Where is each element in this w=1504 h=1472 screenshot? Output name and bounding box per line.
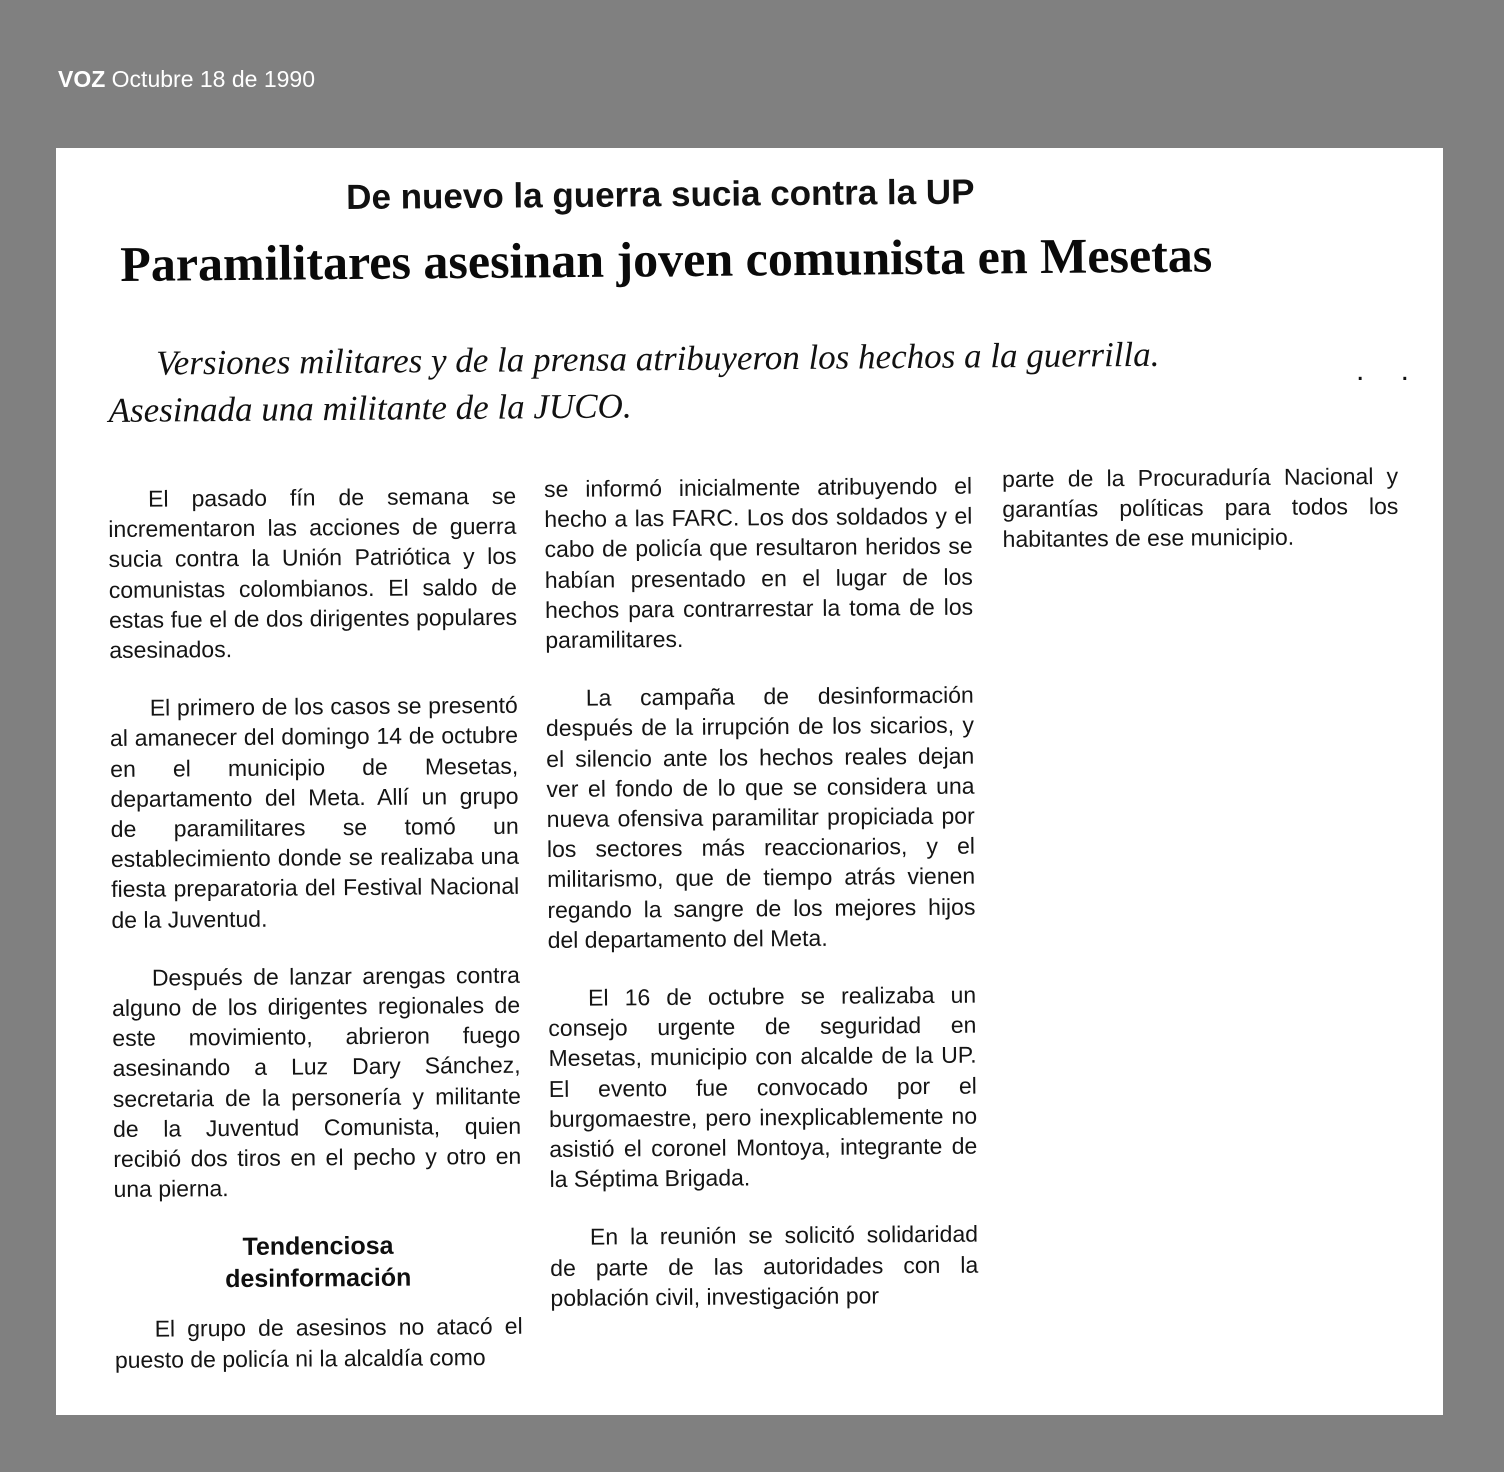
paragraph: se informó inicialmente atribuyendo el hecho a las FARC. Los dos soldados y el cabo de policía que resultaron heridos se habían presentado en el lugar de los hechos para contrarrestar la toma de los paramilitares. [544, 472, 974, 654]
paragraph: Después de lanzar arengas contra alguno de los dirigentes regionales de este movimiento, abrieron fuego asesinando a Luz Dary Sánchez, secretaria de la personería y militante de la Juventud Comunista, quien recibió dos tiros en el pecho y otro en una pierna. [112, 961, 522, 1203]
source-line [58, 64, 315, 94]
paragraph: parte de la Procuraduría Nacional y garantías políticas para todos los habitantes de ese municipio. [1002, 462, 1399, 553]
paragraph: El pasado fín de semana se incrementaron las acciones de guerra sucia contra la Unión Patriótica y los comunistas colombianos. El saldo de estas fue el de dos dirigentes populares asesinados. [108, 482, 518, 664]
paragraph: El primero de los casos se presentó al amanecer del domingo 14 de octubre en el municipio de Mesetas, departamento del Meta. Allí un grupo de paramilitares se tomó un establecimiento donde se realizaba una fiesta preparatoria del Festival Nacional de la Juventud. [109, 692, 520, 933]
subheading-line-1: Tendenciosa [242, 1232, 394, 1262]
newspaper-clipping [56, 148, 1443, 1415]
subheading-line-2: desinformación [225, 1264, 412, 1294]
column-3 [1002, 461, 1399, 583]
deck [108, 329, 1399, 434]
paragraph: En la reunión se solicitó solidaridad de parte de las autoridades con la población civil, investigación por [550, 1221, 979, 1311]
paragraph: La campaña de desinformación después de la irrupción de los sicarios, y el silencio ante los hechos reales dejan ver el fondo de lo que se considera una nueva ofensiva paramilitar propiciada por los sectores más reaccionarios, y el militarismo, que de tiempo atrás vienen regando la sangre de los mejores hijos del departamento del Meta. [545, 681, 976, 953]
publication-date: Octubre 18 de 1990 [111, 66, 315, 92]
deck-dots: . . [1356, 354, 1424, 387]
kicker: De nuevo la guerra sucia contra la UP [346, 172, 975, 217]
deck-line-2: Asesinada una militante de la JUCO. [108, 386, 632, 430]
paragraph: El 16 de octubre se realizaba un consejo urgente de seguridad en Mesetas, municipio con alcalde de la UP. El evento fue convocado por el burgomaestre, pero inexplicablemente no asistió el coronel Montoya, integrante de la Séptima Brigada. [548, 981, 978, 1193]
column-1 [108, 481, 523, 1403]
paragraph: El grupo de asesinos no atacó el puesto de policía ni la alcaldía como [114, 1313, 523, 1373]
headline: Paramilitares asesinan joven comunista en Mesetas [120, 226, 1213, 292]
column-2 [544, 471, 979, 1341]
publication-name: VOZ [58, 66, 106, 92]
subheading [114, 1229, 522, 1296]
deck-line-1: Versiones militares y de la prensa atribuyeron los hechos a la guerrilla. [156, 334, 1160, 383]
